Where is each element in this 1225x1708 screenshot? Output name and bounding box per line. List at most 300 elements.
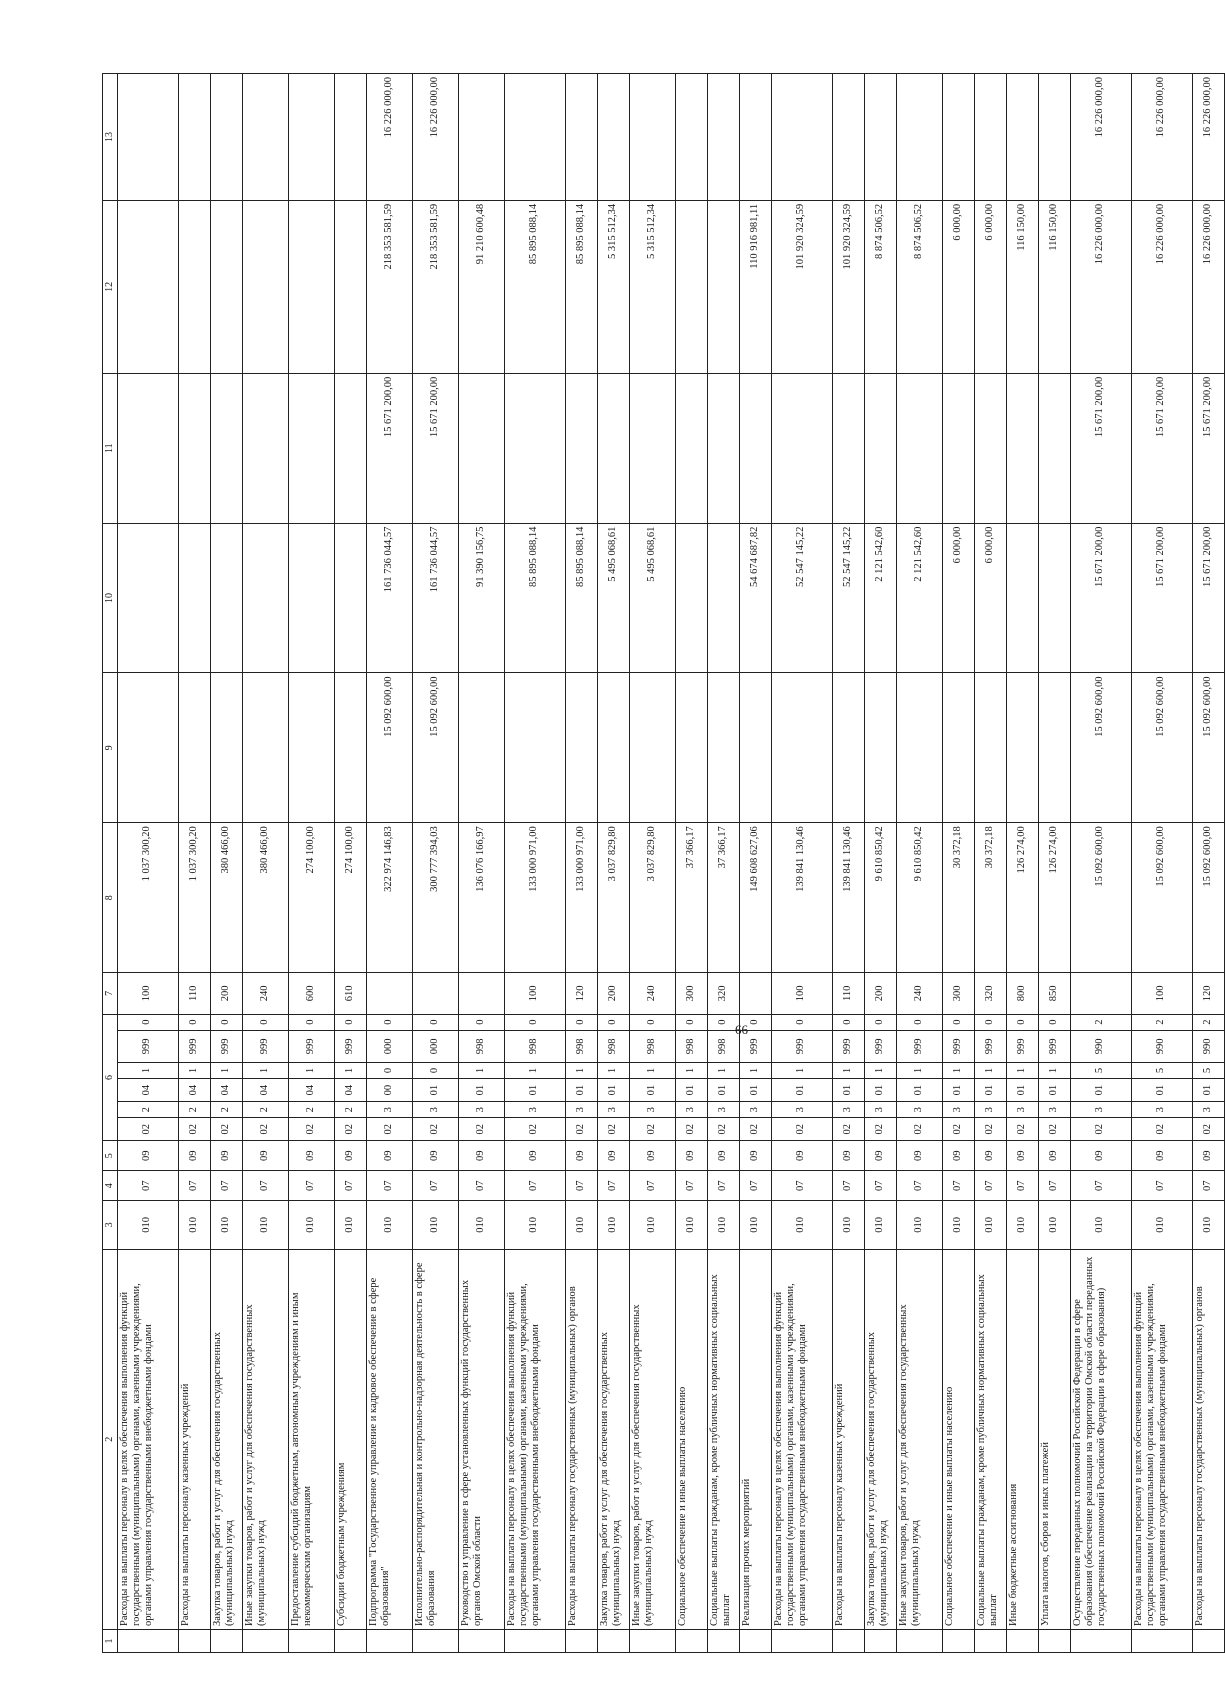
amount-cell (565, 673, 597, 823)
target-article-part: 1 (942, 1062, 974, 1078)
table-row (117, 74, 178, 1653)
amount-cell: 16 226 000,00 (1192, 74, 1224, 201)
amount-cell (178, 74, 210, 201)
amount-cell (864, 74, 896, 201)
target-article-part: 0 (504, 1014, 565, 1030)
amount-cell (210, 523, 242, 673)
target-article-part: 02 (864, 1118, 896, 1141)
amount-cell (288, 673, 334, 823)
target-article-part: 999 (896, 1030, 942, 1062)
target-article-part: 999 (242, 1030, 288, 1062)
target-article-part: 0 (288, 1014, 334, 1030)
target-article-part: 2 (1070, 1014, 1131, 1030)
amount-cell (771, 74, 832, 201)
target-article-part: 999 (832, 1030, 864, 1062)
code-cell (739, 973, 771, 1014)
amount-cell (942, 373, 974, 523)
amount-cell: 6 000,00 (974, 200, 1006, 373)
code-cell: 100 (504, 973, 565, 1014)
target-article-part: 1 (771, 1062, 832, 1078)
code-cell: 09 (974, 1141, 1006, 1171)
target-article-part: 999 (1038, 1030, 1070, 1062)
table-row (942, 74, 974, 1653)
target-article-part: 04 (288, 1079, 334, 1102)
amount-cell (504, 673, 565, 823)
table-row (1070, 74, 1131, 1653)
target-article-part: 02 (942, 1118, 974, 1141)
code-cell: 07 (597, 1171, 629, 1201)
amount-cell: 52 547 145,22 (771, 523, 832, 673)
row-name: Предоставление субсидий бюджетным, автономным учреждениям и иным некоммерческим организациям (288, 1249, 334, 1629)
target-article-part: 04 (210, 1079, 242, 1102)
target-article-part: 999 (739, 1030, 771, 1062)
code-cell: 800 (1006, 973, 1038, 1014)
row-number-cell (565, 1629, 597, 1652)
code-cell: 07 (771, 1171, 832, 1201)
amount-cell (675, 200, 707, 373)
amount-cell (210, 200, 242, 373)
code-cell: 09 (1070, 1141, 1131, 1171)
column-number: 9 (103, 673, 118, 823)
amount-cell: 30 372,18 (974, 823, 1006, 973)
target-article-part: 1 (504, 1062, 565, 1078)
row-number-cell (864, 1629, 896, 1652)
target-article-part: 3 (629, 1102, 675, 1118)
target-article-part: 999 (942, 1030, 974, 1062)
code-cell: 07 (1192, 1171, 1224, 1201)
target-article-part: 0 (334, 1014, 366, 1030)
amount-cell (675, 74, 707, 201)
amount-cell (565, 74, 597, 201)
code-cell: 07 (504, 1171, 565, 1201)
code-cell: 010 (675, 1201, 707, 1249)
target-article-part: 2 (242, 1102, 288, 1118)
row-number-cell (242, 1629, 288, 1652)
code-cell: 09 (896, 1141, 942, 1171)
column-number-row (103, 74, 118, 1653)
column-number: 11 (103, 373, 118, 523)
code-cell: 09 (1131, 1141, 1192, 1171)
target-article-part: 990 (1131, 1030, 1192, 1062)
amount-cell (1038, 673, 1070, 823)
amount-cell: 37 366,17 (675, 823, 707, 973)
amount-cell (974, 74, 1006, 201)
target-article-part: 1 (707, 1062, 739, 1078)
code-cell: 07 (565, 1171, 597, 1201)
amount-cell (242, 200, 288, 373)
code-cell: 07 (1070, 1171, 1131, 1201)
target-article-part: 04 (334, 1079, 366, 1102)
code-cell: 07 (458, 1171, 504, 1201)
code-cell: 010 (974, 1201, 1006, 1249)
amount-cell (117, 74, 178, 201)
target-article-part: 998 (597, 1030, 629, 1062)
code-cell: 610 (334, 973, 366, 1014)
amount-cell (707, 373, 739, 523)
target-article-part: 2 (1192, 1014, 1224, 1030)
table-row (707, 74, 739, 1653)
row-name: Иные закупки товаров, работ и услуг для обеспечения государственных (муниципальных) нужд (896, 1249, 942, 1629)
target-article-part: 3 (771, 1102, 832, 1118)
target-article-part: 3 (739, 1102, 771, 1118)
amount-cell (210, 673, 242, 823)
target-article-part: 02 (288, 1118, 334, 1141)
amount-cell: 15 671 200,00 (1192, 373, 1224, 523)
amount-cell: 37 366,17 (707, 823, 739, 973)
amount-cell (117, 373, 178, 523)
amount-cell (334, 200, 366, 373)
target-article-part: 01 (1038, 1079, 1070, 1102)
code-cell: 07 (675, 1171, 707, 1201)
row-number-cell (288, 1629, 334, 1652)
target-article-part: 999 (974, 1030, 1006, 1062)
amount-cell (597, 373, 629, 523)
target-article-part: 3 (412, 1102, 458, 1118)
row-name: Иные закупки товаров, работ и услуг для обеспечения государственных (муниципальных) нужд (629, 1249, 675, 1629)
amount-cell (504, 74, 565, 201)
amount-cell: 15 092 600,00 (1192, 673, 1224, 823)
code-cell: 07 (366, 1171, 412, 1201)
amount-cell: 16 226 000,00 (1131, 200, 1192, 373)
amount-cell (334, 74, 366, 201)
target-article-part: 3 (832, 1102, 864, 1118)
column-number: 4 (103, 1171, 118, 1201)
target-article-part: 02 (675, 1118, 707, 1141)
table-row (565, 74, 597, 1653)
row-name: Социальные выплаты гражданам, кроме публичных нормативных социальных выплат (707, 1249, 739, 1629)
row-name: Расходы на выплаты персоналу казенных учреждений (832, 1249, 864, 1629)
amount-cell (739, 373, 771, 523)
code-cell: 09 (1006, 1141, 1038, 1171)
code-cell: 07 (1131, 1171, 1192, 1201)
code-cell: 240 (896, 973, 942, 1014)
target-article-part: 01 (974, 1079, 1006, 1102)
code-cell: 09 (1192, 1141, 1224, 1171)
code-cell: 240 (242, 973, 288, 1014)
table-row (334, 74, 366, 1653)
target-article-part: 1 (565, 1062, 597, 1078)
code-cell: 010 (210, 1201, 242, 1249)
code-cell: 120 (565, 973, 597, 1014)
amount-cell (1038, 373, 1070, 523)
target-article-part: 998 (504, 1030, 565, 1062)
amount-cell (210, 373, 242, 523)
amount-cell: 8 874 506,52 (896, 200, 942, 373)
code-cell: 010 (458, 1201, 504, 1249)
row-name: Осуществление переданных полномочий Российской Федерации в сфере образования (обеспечение реализации на территории Омской области переданных государственных полномочий Российской Федерации в сфере образования) (1070, 1249, 1131, 1629)
amount-cell: 274 100,00 (334, 823, 366, 973)
row-name: Социальные выплаты гражданам, кроме публичных нормативных социальных выплат (974, 1249, 1006, 1629)
amount-cell: 1 037 300,20 (178, 823, 210, 973)
amount-cell: 5 315 512,34 (629, 200, 675, 373)
code-cell (366, 973, 412, 1014)
code-cell: 010 (366, 1201, 412, 1249)
row-number-cell (739, 1629, 771, 1652)
code-cell: 850 (1038, 973, 1070, 1014)
amount-cell (458, 673, 504, 823)
amount-cell (707, 200, 739, 373)
amount-cell (178, 200, 210, 373)
code-cell: 010 (896, 1201, 942, 1249)
amount-cell: 15 092 600,00 (1131, 673, 1192, 823)
amount-cell (458, 74, 504, 201)
target-article-part: 0 (771, 1014, 832, 1030)
amount-cell: 116 150,00 (1006, 200, 1038, 373)
row-number-cell (458, 1629, 504, 1652)
row-name: Реализация прочих мероприятий (739, 1249, 771, 1629)
amount-cell: 101 920 324,59 (771, 200, 832, 373)
target-article-part: 02 (1070, 1118, 1131, 1141)
amount-cell: 2 121 542,60 (864, 523, 896, 673)
code-cell: 09 (565, 1141, 597, 1171)
code-cell: 09 (629, 1141, 675, 1171)
target-article-part: 0 (707, 1014, 739, 1030)
target-article-part: 3 (366, 1102, 412, 1118)
code-cell: 010 (178, 1201, 210, 1249)
amount-cell: 139 841 130,46 (771, 823, 832, 973)
amount-cell (629, 373, 675, 523)
target-article-part: 2 (210, 1102, 242, 1118)
target-article-part: 00 (366, 1079, 412, 1102)
code-cell: 010 (832, 1201, 864, 1249)
target-article-part: 04 (117, 1079, 178, 1102)
amount-cell (832, 673, 864, 823)
row-name: Подпрограмма "Государственное управление и кадровое обеспечение в сфере образования" (366, 1249, 412, 1629)
amount-cell: 15 092 600,00 (1070, 823, 1131, 973)
target-article-part: 0 (739, 1014, 771, 1030)
row-number-cell (366, 1629, 412, 1652)
table-row (210, 74, 242, 1653)
amount-cell (675, 673, 707, 823)
amount-cell: 15 671 200,00 (1070, 373, 1131, 523)
row-number-cell (504, 1629, 565, 1652)
amount-cell: 161 736 044,57 (412, 523, 458, 673)
target-article-part: 1 (1038, 1062, 1070, 1078)
amount-cell: 15 092 600,00 (1192, 823, 1224, 973)
code-cell: 09 (675, 1141, 707, 1171)
code-cell: 320 (974, 973, 1006, 1014)
row-name: Расходы на выплаты персоналу государственных (муниципальных) органов (1192, 1249, 1224, 1629)
target-article-part: 3 (1192, 1102, 1224, 1118)
amount-cell (739, 74, 771, 201)
target-article-part: 04 (242, 1079, 288, 1102)
target-article-part: 990 (1192, 1030, 1224, 1062)
target-article-part: 02 (366, 1118, 412, 1141)
target-article-part: 2 (334, 1102, 366, 1118)
code-cell: 09 (942, 1141, 974, 1171)
target-article-part: 0 (178, 1014, 210, 1030)
amount-cell (1006, 673, 1038, 823)
row-name: Закупка товаров, работ и услуг для обеспечения государственных (муниципальных) нужд (210, 1249, 242, 1629)
page-number: 66 (735, 1022, 748, 1037)
target-article-part: 3 (675, 1102, 707, 1118)
target-article-part: 3 (565, 1102, 597, 1118)
target-article-part: 01 (565, 1079, 597, 1102)
amount-cell (896, 373, 942, 523)
amount-cell (896, 673, 942, 823)
target-article-part: 1 (864, 1062, 896, 1078)
amount-cell (504, 373, 565, 523)
target-article-part: 02 (629, 1118, 675, 1141)
target-article-part: 02 (1006, 1118, 1038, 1141)
row-number-cell (707, 1629, 739, 1652)
target-article-part: 999 (288, 1030, 334, 1062)
target-article-part: 01 (504, 1079, 565, 1102)
column-number: 7 (103, 973, 118, 1014)
amount-cell: 8 874 506,52 (864, 200, 896, 373)
target-article-part: 0 (864, 1014, 896, 1030)
table-row (597, 74, 629, 1653)
column-number: 1 (103, 1629, 118, 1652)
target-article-part: 999 (864, 1030, 896, 1062)
row-number-cell (597, 1629, 629, 1652)
target-article-part: 990 (1070, 1030, 1131, 1062)
target-article-part: 0 (974, 1014, 1006, 1030)
row-number-cell (771, 1629, 832, 1652)
amount-cell: 139 841 130,46 (832, 823, 864, 973)
code-cell: 07 (288, 1171, 334, 1201)
target-article-part: 01 (707, 1079, 739, 1102)
amount-cell: 1 037 300,20 (117, 823, 178, 973)
amount-cell: 15 092 600,00 (412, 673, 458, 823)
table-row (288, 74, 334, 1653)
amount-cell: 15 092 600,00 (366, 673, 412, 823)
amount-cell (629, 673, 675, 823)
row-number-cell (117, 1629, 178, 1652)
target-article-part: 2 (1131, 1014, 1192, 1030)
amount-cell (739, 673, 771, 823)
code-cell: 010 (864, 1201, 896, 1249)
code-cell (412, 973, 458, 1014)
amount-cell: 380 466,00 (210, 823, 242, 973)
amount-cell (1038, 74, 1070, 201)
target-article-part: 0 (412, 1014, 458, 1030)
code-cell: 010 (1070, 1201, 1131, 1249)
code-cell: 07 (1006, 1171, 1038, 1201)
row-number-cell (1006, 1629, 1038, 1652)
row-number-cell (629, 1629, 675, 1652)
amount-cell: 6 000,00 (942, 200, 974, 373)
amount-cell: 15 671 200,00 (1070, 523, 1131, 673)
target-article-part: 0 (832, 1014, 864, 1030)
target-article-part: 02 (974, 1118, 1006, 1141)
target-article-part: 998 (707, 1030, 739, 1062)
target-article-part: 01 (942, 1079, 974, 1102)
code-cell: 100 (771, 973, 832, 1014)
amount-cell (1006, 523, 1038, 673)
target-article-part: 998 (458, 1030, 504, 1062)
amount-cell (334, 673, 366, 823)
table-row (458, 74, 504, 1653)
amount-cell: 91 390 156,75 (458, 523, 504, 673)
amount-cell: 126 274,00 (1006, 823, 1038, 973)
target-article-part: 01 (1070, 1079, 1131, 1102)
row-name: Субсидии бюджетным учреждениям (334, 1249, 366, 1629)
table-row (896, 74, 942, 1653)
code-cell: 010 (771, 1201, 832, 1249)
row-name: Расходы на выплаты персоналу казенных учреждений (178, 1249, 210, 1629)
code-cell: 07 (178, 1171, 210, 1201)
amount-cell (1006, 373, 1038, 523)
table-row (675, 74, 707, 1653)
amount-cell: 15 671 200,00 (366, 373, 412, 523)
target-article-part: 2 (178, 1102, 210, 1118)
target-article-part: 01 (832, 1079, 864, 1102)
code-cell: 100 (117, 973, 178, 1014)
target-article-part: 998 (629, 1030, 675, 1062)
code-cell: 010 (1131, 1201, 1192, 1249)
amount-cell (565, 373, 597, 523)
code-cell: 09 (366, 1141, 412, 1171)
amount-cell (242, 523, 288, 673)
target-article-part: 01 (412, 1079, 458, 1102)
code-cell: 09 (739, 1141, 771, 1171)
code-cell: 120 (1192, 973, 1224, 1014)
amount-cell (942, 673, 974, 823)
code-cell: 010 (504, 1201, 565, 1249)
code-cell: 09 (288, 1141, 334, 1171)
table-row (1192, 74, 1224, 1653)
row-name: Закупка товаров, работ и услуг для обеспечения государственных (муниципальных) нужд (864, 1249, 896, 1629)
code-cell: 200 (864, 973, 896, 1014)
target-article-part: 02 (1192, 1118, 1224, 1141)
target-article-part: 0 (597, 1014, 629, 1030)
amount-cell: 110 916 981,11 (739, 200, 771, 373)
code-cell: 010 (288, 1201, 334, 1249)
target-article-part: 01 (1006, 1079, 1038, 1102)
code-cell: 09 (117, 1141, 178, 1171)
code-cell: 09 (1038, 1141, 1070, 1171)
target-article-part: 02 (504, 1118, 565, 1141)
amount-cell (771, 673, 832, 823)
amount-cell (117, 523, 178, 673)
amount-cell (896, 74, 942, 201)
target-article-part: 999 (210, 1030, 242, 1062)
amount-cell: 52 547 145,22 (832, 523, 864, 673)
amount-cell (178, 673, 210, 823)
amount-cell: 15 671 200,00 (1131, 373, 1192, 523)
target-article-part: 02 (1038, 1118, 1070, 1141)
amount-cell: 116 150,00 (1038, 200, 1070, 373)
amount-cell (458, 373, 504, 523)
code-cell: 09 (334, 1141, 366, 1171)
code-cell: 07 (896, 1171, 942, 1201)
column-number: 12 (103, 200, 118, 373)
amount-cell: 9 610 850,42 (896, 823, 942, 973)
amount-cell (242, 673, 288, 823)
row-name: Расходы на выплаты персоналу в целях обеспечения выполнения функций государственными (муниципальными) органами, казенными учреждениями, органами управления государственными внебюджетными фондами (771, 1249, 832, 1629)
target-article-part: 999 (334, 1030, 366, 1062)
code-cell: 09 (412, 1141, 458, 1171)
target-article-part: 0 (117, 1014, 178, 1030)
target-article-part: 01 (458, 1079, 504, 1102)
target-article-part: 1 (629, 1062, 675, 1078)
code-cell: 07 (629, 1171, 675, 1201)
target-article-part: 0 (942, 1014, 974, 1030)
row-name: Социальное обеспечение и иные выплаты населению (942, 1249, 974, 1629)
amount-cell: 16 226 000,00 (1070, 74, 1131, 201)
row-name: Расходы на выплаты персоналу в целях обеспечения выполнения функций государственными (муниципальными) органами, казенными учреждениями, органами управления государственными внебюджетными фондами (117, 1249, 178, 1629)
code-cell: 320 (707, 973, 739, 1014)
amount-cell: 218 353 581,59 (412, 200, 458, 373)
target-article-part: 998 (565, 1030, 597, 1062)
target-article-part: 999 (771, 1030, 832, 1062)
code-cell: 010 (629, 1201, 675, 1249)
target-article-part: 1 (210, 1062, 242, 1078)
amount-cell: 136 076 166,97 (458, 823, 504, 973)
amount-cell (942, 74, 974, 201)
table-row (1131, 74, 1192, 1653)
